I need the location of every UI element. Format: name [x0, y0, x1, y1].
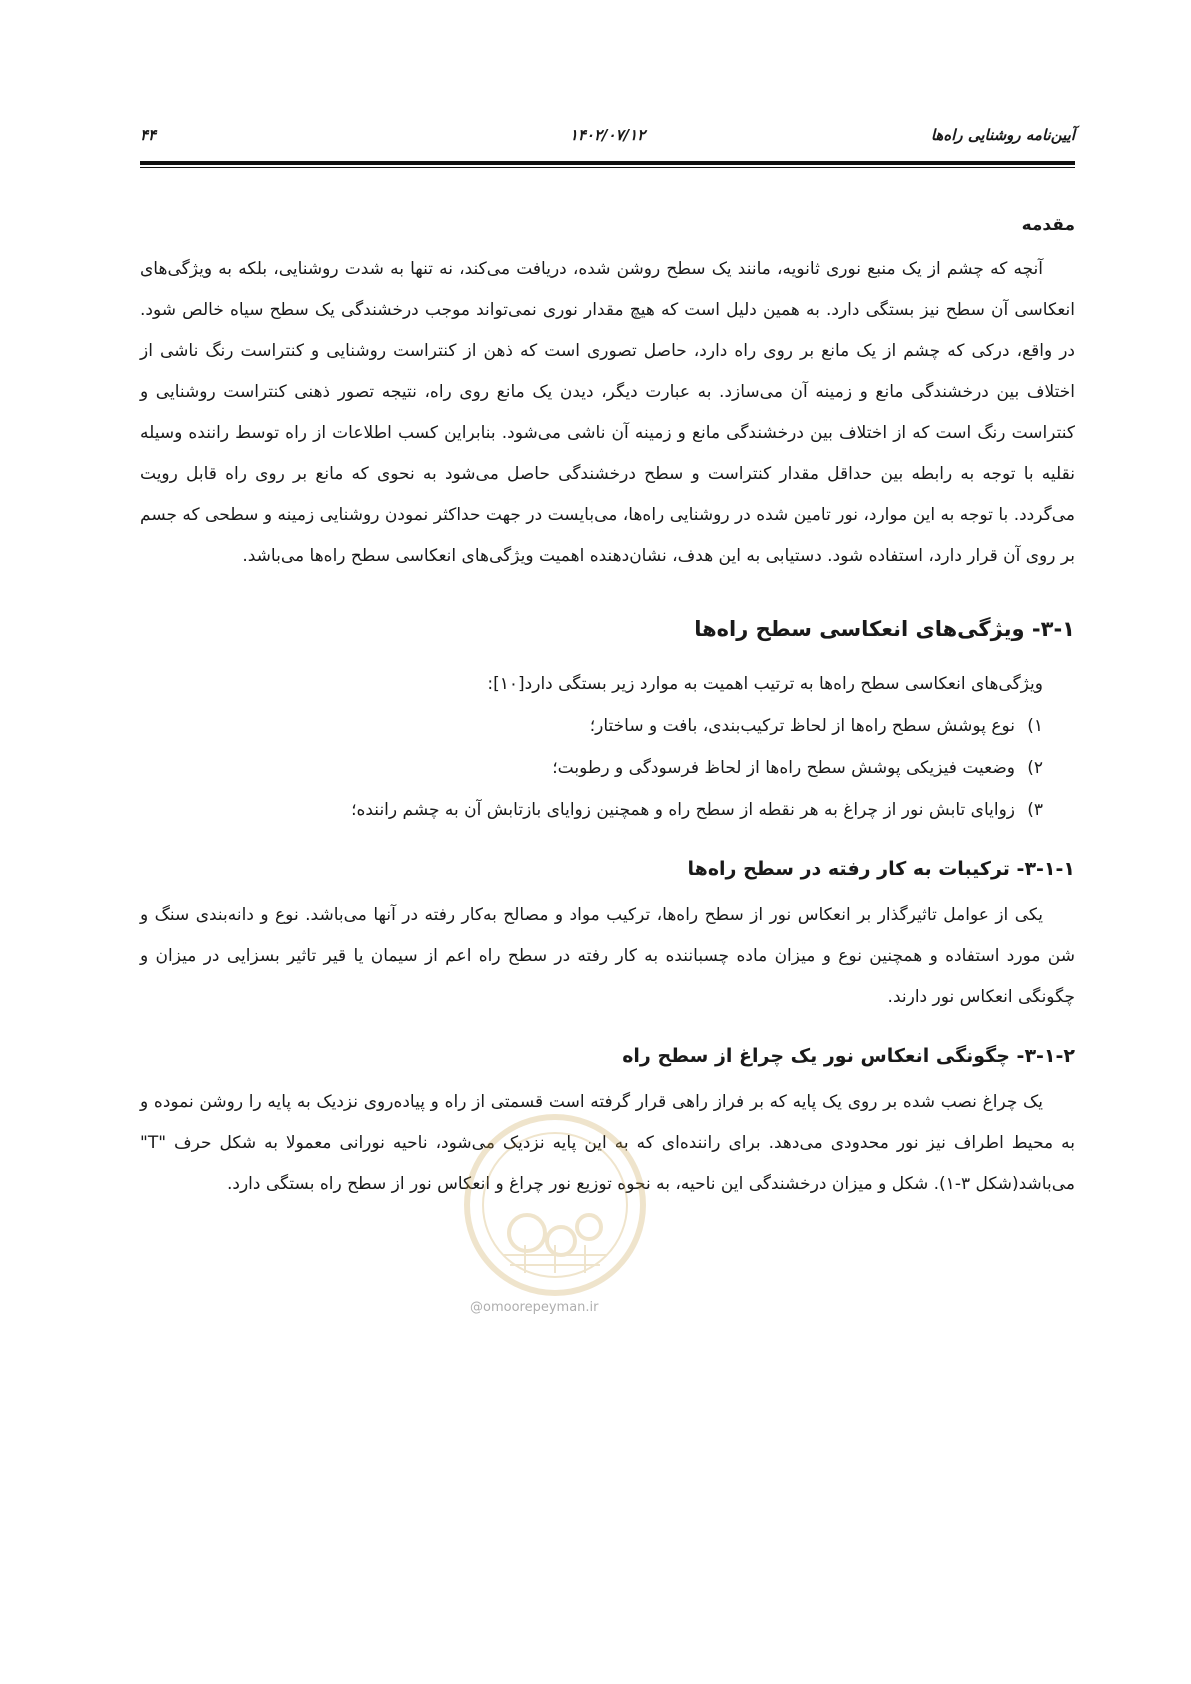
header-rule-thin [140, 167, 1075, 168]
page-content [140, 215, 1075, 1205]
list-item-text: وضعیت فیزیکی پوشش سطح راه‌ها از لحاظ فرسودگی و رطوبت؛ [552, 758, 1015, 778]
section-3-1-list [140, 705, 1075, 831]
section-3-1-2-paragraph: یک چراغ نصب شده بر روی یک پایه که بر فراز راهی قرار گرفته است قسمتی از راه و پیاده‌روی نزدیک به پایه را روشن نموده و به محیط اطراف نیز نور محدودی می‌دهد. برای راننده‌ای که به این پایه نزدیک می‌شود، ناحیه نورانی معمولا به شکل حرف "T" می‌باشد(شکل ۳-۱). شکل و میزان درخشندگی این ناحیه، به نحوه توزیع نور چراغ و انعکاس نور از سطح راه بستگی دارد. [140, 1092, 1075, 1194]
list-item-number: ۲) [1027, 758, 1043, 778]
list-item-text: نوع پوشش سطح راه‌ها از لحاظ ترکیب‌بندی، بافت و ساختار؛ [589, 716, 1015, 736]
header-rule-thick [140, 161, 1075, 165]
watermark-url: @omoorepeyman.ir [470, 1300, 599, 1315]
header-date: ۱۴۰۲/۰۷/۱۲ [569, 126, 646, 144]
list-item [140, 789, 1043, 831]
page-header [140, 126, 1075, 154]
intro-title: مقدمه [1021, 215, 1075, 235]
list-item-number: ۳) [1027, 800, 1043, 820]
section-3-1-1-paragraph: یکی از عوامل تاثیرگذار بر انعکاس نور از سطح راه‌ها، ترکیب مواد و مصالح به‌کار رفته در آنها می‌باشد. نوع و دانه‌بندی سنگ و شن مورد استفاده و همچنین نوع و میزان ماده چسباننده به کار رفته در سطح راه اعم از سیمان یا قیر تاثیر بسزایی در میزان و چگونگی انعکاس نور دارند. [140, 905, 1075, 1007]
section-3-1-heading: ۳-۱- ویژگی‌های انعکاسی سطح راه‌ها [694, 617, 1075, 641]
section-3-1-intro: ویژگی‌های انعکاسی سطح راه‌ها به ترتیب اهمیت به موارد زیر بستگی دارد[۱۰]: [487, 674, 1043, 694]
list-item [140, 705, 1043, 747]
section-3-1-2-heading: ۳-۱-۲- چگونگی انعکاس نور یک چراغ از سطح راه [622, 1045, 1075, 1067]
list-item-text: زوایای تابش نور از چراغ به هر نقطه از سطح راه و همچنین زوایای بازتابش آن به چشم راننده؛ [351, 800, 1015, 820]
header-page-number: ۴۴ [140, 126, 157, 144]
header-doc-title: آیین‌نامه روشنایی راه‌ها [930, 126, 1075, 144]
intro-paragraph: آنچه که چشم از یک منبع نوری ثانویه، مانند یک سطح روشن شده، دریافت می‌کند، نه تنها به شدت روشنایی، بلکه به ویژگی‌های انعکاسی آن سطح نیز بستگی دارد. به همین دلیل است که هیچ مقدار نوری نمی‌تواند موجب درخشندگی یک سطح سیاه خالص شود. در واقع، درکی که چشم از یک مانع بر روی راه دارد، حاصل تصوری است که ذهن از کنتراست روشنایی و کنتراست رنگ ناشی از اختلاف بین درخشندگی مانع و زمینه آن می‌سازد. به عبارت دیگر، دیدن یک مانع روی راه، نتیجه تصور ذهنی کنتراست روشنایی و کنتراست رنگ است که از اختلاف بین درخشندگی مانع و زمینه آن ناشی می‌شود. بنابراین کسب اطلاعات از راه توسط راننده وسیله نقلیه با توجه به رابطه بین حداقل مقدار کنتراست و سطح درخشندگی حاصل می‌شود به نحوی که مانع بر روی راه قابل رویت می‌گردد. با توجه به این موارد، نور تامین شده در روشنایی راه‌ها، می‌بایست در جهت حداکثر نمودن روشنایی زمینه و سطحی که جسم بر روی آن قرار دارد، استفاده شود. دستیابی به این هدف، نشان‌دهنده اهمیت ویژگی‌های انعکاسی سطح راه‌ها می‌باشد. [140, 259, 1075, 566]
list-item-number: ۱) [1027, 716, 1043, 736]
section-3-1-1-heading: ۳-۱-۱- ترکیبات به کار رفته در سطح راه‌ها [687, 858, 1075, 880]
list-item [140, 747, 1043, 789]
